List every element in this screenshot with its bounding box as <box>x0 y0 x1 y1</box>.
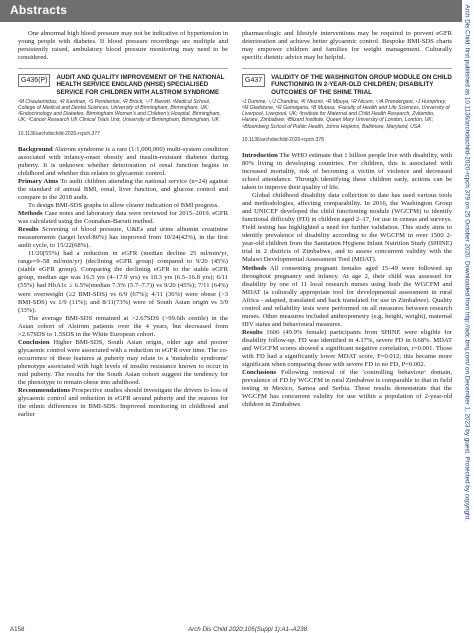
methods-label: Methods <box>242 264 267 272</box>
results-label: Results <box>18 226 39 234</box>
aims-paragraph <box>18 178 228 202</box>
results-text: Screening of blood pressure, U&Es and urine albumin creatinine measurements (target level:80%) has improved from 10/24(42%), in the first audit cycle, to 15/22(68%). <box>18 226 228 250</box>
doi-text: 10.1136/archdischild-2020-rcpch.378 <box>242 136 324 143</box>
abstract-header <box>242 74 452 96</box>
methods-text: Case notes and laboratory data were reviewed for 2015–2019. eGFR was calculated using the Counahan-Barratt method. <box>18 210 228 226</box>
abstract-code: G437 <box>242 74 265 87</box>
page-number: A158 <box>10 626 25 633</box>
methods-text: All consenting pregnant females aged 15–49 were followed up throughout pregnancy and infancy. At age 2, their child was assessed for disability by one of 11 local research nurses using both the WGCFM and MDAT (a culturally appropriate tool for developmental assessment in rural Africa - adapted, translated and back translated for use in Zimbabwe). Quality control and reliability tests were performed on all measures between research nurses. Other measures included anthropometry (e.g. height, weight), maternal HIV status and behavioural measures. <box>242 264 452 328</box>
author-list: ¹M Chaularinidas, ¹R Kardnan, ¹S Pemberton, ¹R Brock, ¹,²T Barrett. ¹Medical School, College of Medical and Dental Sciences, University of Birmingham, Birmingham, UK; ²Endocrinology and Diabetes, Birmingham Women's and Children's Hospital, Birmingham, UK; ³Cancer Research UK Clinical Trials Unit, University of Birmingham, Birmingham, UK <box>18 98 221 124</box>
recommendations-text: Prospective studies should investigate the drivers to loss of glycaemic control and reduction in eGFR around puberty and the reasons for the ethnic differences in BMI-SDS. Improved monitoring in childhood and earlier <box>18 387 228 419</box>
conclusions-text: Following removal of the 'controlling behaviour' domain, prevalence of FD by WGCFM in rural Zimbabwe is comparable to that in field testing in Mexico, Samoa and Serbia. These results demonstrate that the WGCFM has concurrent validity for use within a population of 2-year-old children in Zimbabwe. <box>242 369 452 409</box>
recommendations-label: Recommendations <box>18 387 71 395</box>
journal-citation: Arch Dis Child 2020;105(Suppl 1):A1–A238 <box>188 626 308 633</box>
methods-label: Methods <box>18 210 43 218</box>
introduction-text: The WHO estimate that 1 billion people live with disability, with 80% living in developing countries. For children, this is associated with increased mortality, risk of becoming a victim of violence and decreased school attendance. Through identifying these children early, actions can be taken to improve their quality of life. <box>242 151 452 192</box>
section-title: Abstracts <box>10 3 68 17</box>
left-intro-text: One abnormal high blood pressure may not be indicative of hypertension in young people with diabetes. If blood pressure recordings are multiple and persistently raised, ambulatory blood pressure monitoring may need to be considered. <box>18 30 228 62</box>
introduction-text-2: Global childhood disability data collection to date has used various tools and methodologies, affecting comparability. In 2016, the Washington Group and UNICEF developed the child functioning module (WGCFM) to identify functional difficulty (FD) in children aged 2–17, for use in census and surveys. Field testing has highlighted a need for further validation. This study aims to identify prevalence of disability according to the WGCFM in over 1500 2-year-old children from the Sanitation Hygiene Infant Nutrition Study (SHINE) trial in 2 districts of Zimbabwe, and to assess concurrent validity with the Malawi Developmental Assessment Tool (MDAT). <box>242 192 452 264</box>
divider <box>242 68 452 69</box>
recommendations-paragraph <box>18 387 228 419</box>
abstract-title: AUDIT AND QUALITY IMPROVEMENT OF THE NATIONAL HEALTH SERVICE ENGLAND (NHSE) SPECIALISED SERVICE FOR CHILDREN WITH ALSTROM SYNDROME <box>56 74 225 96</box>
doi-text: 10.1136/archdischild-2020-rcpch.377 <box>18 130 100 137</box>
introduction-paragraph <box>242 152 452 192</box>
introduction-label: Introduction <box>242 151 278 159</box>
conclusion-text: Higher BMI-SDS, South Asian origin, older age and poorer glycaemic control were associated with a reduction in eGFR over time. The co-occurrence of these features at puberty may relate to a 'metabolic syndrome' phenotype associated with high levels of insulin resistance known to occur in mid puberty. The results for the South Asian cohort suggest the tendency for the phenotype to remain obese into adulthood. <box>18 338 228 387</box>
results-text: 1606 (49.9% female) participants from SHINE were eligible for disability follow-up. FD was identified in 4.17%, severe FD in 0.68%. MDAT and WGCFM scores showed a significant negative correlation, r=0.001. Those with FD had a significantly lower MDAT score, F=0.012; this became more significant when comparing those with severe FD to no FD, P=0.002. <box>242 328 452 369</box>
abstract-header <box>18 74 228 96</box>
author-list: ¹J Dumme, ¹,²J Chandna, ³K Ntozini, ⁴R Mbuya, ⁵R Nicum, ¹,²A Prendergast, ⁴J Humphrey, ⁵M Gladstone, ⁵R Gannigana, ⁶B Mutasa. ¹Faculty of Health and Life Sciences, University of Liverpool, Liverpool, UK; ²Institute for Maternal and Child Health Research, Zvitambo, Harare, Zimbabwe; ³Blizard Institute, Queen Mary University of London, London, UK; ⁴Bloomberg School of Public Health, Johns Hopkins, Baltimore, Maryland, USA <box>242 98 450 130</box>
results-paragraph <box>18 226 228 250</box>
background-text: Alstrom syndrome is a rare (1:1,000,000) multi-system condition associated with infancy-onset obesity and insulin-resistant diabetes during puberty. It is unknown whether deterioration of renal function begins in childhood and whether this relates to glycaemic control. <box>18 145 228 177</box>
aims-text: To audit children attending the national service (n=24) against the standard of annual BMI, renal, liver function, and glucose control and compare to the 2018 audit. <box>18 177 228 201</box>
results-text-3: The average BMI-SDS remained at >2.67SDS (>99.6th centile) in the Asian cohort of Alstrom patients over the 4 years, but decreased from >2.67SDS to 1.5SDS in the White European cohort. <box>18 314 228 338</box>
right-column <box>242 30 452 409</box>
background-paragraph <box>18 146 228 178</box>
conclusion-label: Conclusion <box>18 338 50 346</box>
methods-paragraph <box>242 265 452 329</box>
aims-label: Primary Aims <box>18 177 59 185</box>
results-label: Results <box>242 328 263 336</box>
results-paragraph <box>242 329 452 369</box>
methods-paragraph <box>18 210 228 226</box>
abstract-title: VALIDITY OF THE WASHINGTON GROUP MODULE ON CHILD FUNCTIONING IN 2-YEAR-OLD CHILDREN; DISABILITY OUTCOMES OF THE SHINE TRIAL <box>271 74 452 96</box>
results-text-2: 11/20(55%) had a reduction in eGFR (median decline 25 ml/min/yr, range=9–58 ml/min/yr) (declining eGFR group) compared to 9/20 (45%) (stable eGFR group). Comparing the declining eGFR to the stable eGFR group, median age was 16.5 yrs (4–17.9 yrs) vs 10.3 yrs (6.5–16.8 yrs); 6/11 (55%) had HbA1c ≥ 6.5%(median 7.3% (5.7–7.7)) vs 9/20 (45%); 7/11 (64%) were overweight (≥2 BMI-SDS) vs 6/9 (67%); 4/11 (36%) were obese (>3 BMI-SDS) vs 1/9 (11%); and 8/11(73%) were of South Asian origin vs 3/9 (33%). <box>18 250 228 314</box>
abstract-code: G436(P) <box>18 74 50 87</box>
background-label: Background <box>18 145 53 153</box>
left-column <box>18 30 228 419</box>
right-intro-text: pharmacologic and lifestyle interventions may be required to prevent eGFR deterioration and achieve better glycaemic control. Bespoke BMI-SDS charts may empower children and families for weight management. Culturally specific dietetic advice may be helpful. <box>242 30 452 62</box>
side-banner-text[interactable]: Arch Dis Child: first published as 10.1136/archdischild-2020-rcpch.379 on 25 October 2020. Downloaded from http://adc.bmj.com/ on December 1, 2023 by guest. Protected by copyright. <box>463 4 471 522</box>
divider <box>18 68 228 69</box>
conclusion-paragraph <box>18 339 228 387</box>
side-banner-strip <box>462 0 474 632</box>
conclusions-label: Conclusions <box>242 369 277 377</box>
aims-text-2: To design BMI-SDS graphs to allow clearer indication of BMI progress. <box>28 201 219 209</box>
section-header-bar <box>0 0 462 22</box>
conclusions-paragraph <box>242 369 452 409</box>
